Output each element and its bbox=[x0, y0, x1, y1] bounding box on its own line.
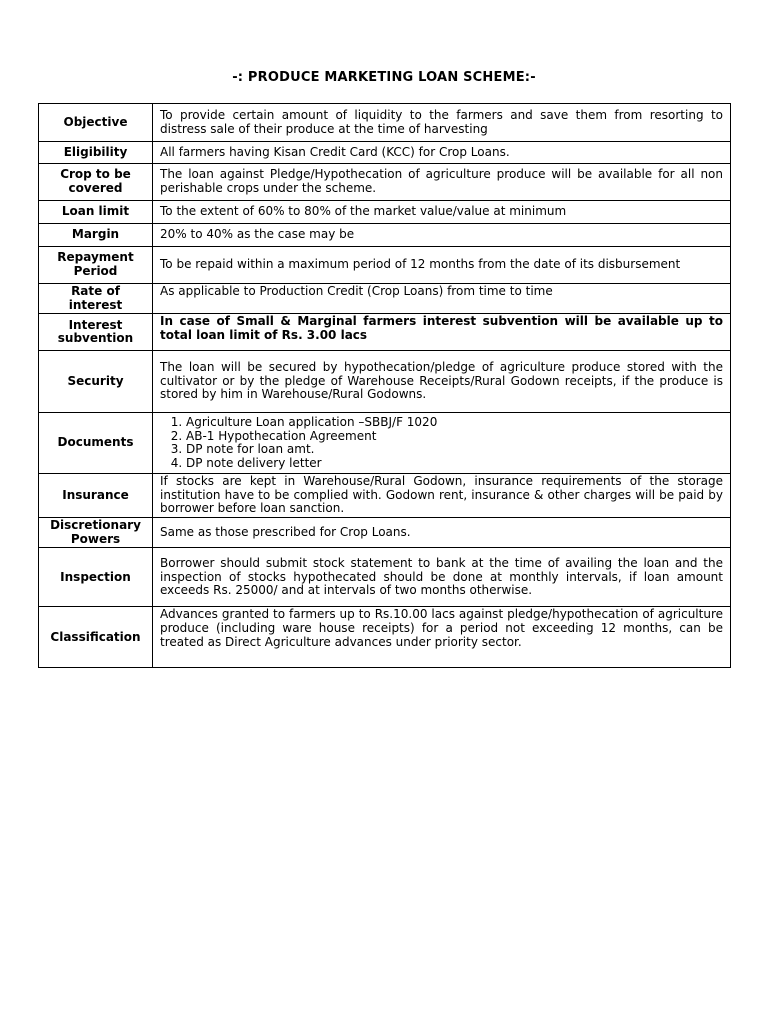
list-item: 2. AB-1 Hypothecation Agreement bbox=[186, 430, 723, 444]
table-row bbox=[39, 104, 731, 142]
row-value-classification: Advances granted to farmers up to Rs.10.00 lacs against pledge/hypothecation of agriculture produce (including ware house receipts) for a period not exceeding 12 months, can be treated as Direct Agriculture advances under priority sector. bbox=[153, 607, 731, 668]
table-row bbox=[39, 474, 731, 518]
row-value-repayment-period: To be repaid within a maximum period of 12 months from the date of its disbursement bbox=[153, 247, 731, 284]
row-label-discretionary-powers: Discretionary Powers bbox=[39, 518, 153, 548]
table-row bbox=[39, 247, 731, 284]
table-row bbox=[39, 351, 731, 413]
row-label-margin: Margin bbox=[39, 224, 153, 247]
list-item: 4. DP note delivery letter bbox=[186, 457, 723, 471]
row-label-repayment-period: Repayment Period bbox=[39, 247, 153, 284]
row-value-eligibility: All farmers having Kisan Credit Card (KCC) for Crop Loans. bbox=[153, 142, 731, 164]
row-value-crop-covered: The loan against Pledge/Hypothecation of agriculture produce will be available for all non perishable crops under the scheme. bbox=[153, 164, 731, 201]
row-value-rate-of-interest: As applicable to Production Credit (Crop Loans) from time to time bbox=[153, 284, 731, 314]
scheme-table bbox=[38, 103, 731, 668]
row-label-crop-covered: Crop to be covered bbox=[39, 164, 153, 201]
row-value-interest-subvention: In case of Small & Marginal farmers interest subvention will be available up to total loan limit of Rs. 3.00 lacs bbox=[153, 314, 731, 351]
row-label-interest-subvention: Interest subvention bbox=[39, 314, 153, 351]
row-label-eligibility: Eligibility bbox=[39, 142, 153, 164]
row-value-margin: 20% to 40% as the case may be bbox=[153, 224, 731, 247]
table-row bbox=[39, 607, 731, 668]
table-row bbox=[39, 314, 731, 351]
table-row bbox=[39, 413, 731, 474]
table-row bbox=[39, 284, 731, 314]
row-label-insurance: Insurance bbox=[39, 474, 153, 518]
row-label-classification: Classification bbox=[39, 607, 153, 668]
row-label-rate-of-interest: Rate of interest bbox=[39, 284, 153, 314]
page-title: -: PRODUCE MARKETING LOAN SCHEME:- bbox=[232, 70, 536, 85]
row-value-insurance: If stocks are kept in Warehouse/Rural Godown, insurance requirements of the storage institution have to be complied with. Godown rent, insurance & other charges will be paid by borrower before loan sanction. bbox=[153, 474, 731, 518]
list-item: 1. Agriculture Loan application –SBBJ/F 1020 bbox=[186, 416, 723, 430]
row-label-loan-limit: Loan limit bbox=[39, 201, 153, 224]
row-label-objective: Objective bbox=[39, 104, 153, 142]
row-value-objective: To provide certain amount of liquidity to the farmers and save them from resorting to distress sale of their produce at the time of harvesting bbox=[153, 104, 731, 142]
row-label-documents: Documents bbox=[39, 413, 153, 474]
row-value-loan-limit: To the extent of 60% to 80% of the market value/value at minimum bbox=[153, 201, 731, 224]
table-row bbox=[39, 518, 731, 548]
table-row bbox=[39, 548, 731, 607]
list-item: 3. DP note for loan amt. bbox=[186, 443, 723, 457]
table-row bbox=[39, 142, 731, 164]
row-value-security: The loan will be secured by hypothecation/pledge of agriculture produce stored with the cultivator or by the pledge of Warehouse Receipts/Rural Godown receipts, if the produce is stored by him in Warehouse/Rural Godowns. bbox=[153, 351, 731, 413]
row-label-security: Security bbox=[39, 351, 153, 413]
documents-list bbox=[160, 416, 723, 470]
row-value-inspection: Borrower should submit stock statement to bank at the time of availing the loan and the inspection of stocks hypothecated should be done at monthly intervals, if loan amount exceeds Rs. 25000/ and at intervals of two months otherwise. bbox=[153, 548, 731, 607]
table-row bbox=[39, 201, 731, 224]
row-value-discretionary-powers: Same as those prescribed for Crop Loans. bbox=[153, 518, 731, 548]
table-row bbox=[39, 224, 731, 247]
table-row bbox=[39, 164, 731, 201]
row-value-documents bbox=[153, 413, 731, 474]
row-label-inspection: Inspection bbox=[39, 548, 153, 607]
